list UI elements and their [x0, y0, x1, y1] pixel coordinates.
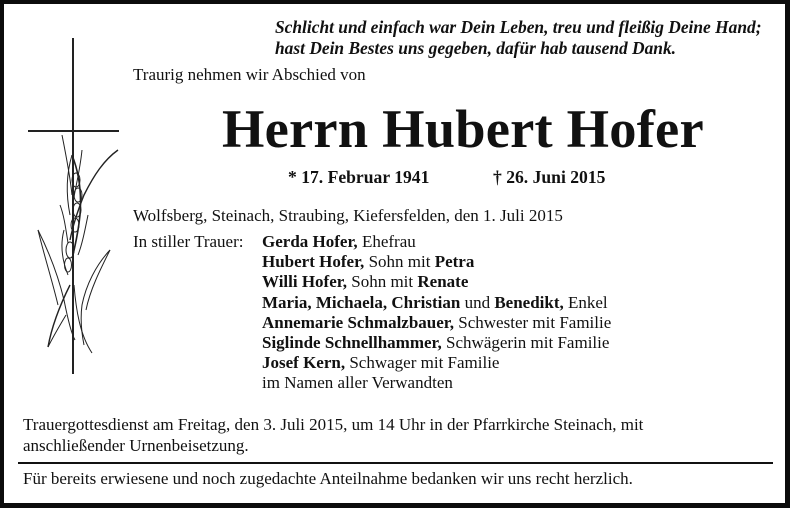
mourner-relation: Ehefrau	[357, 232, 416, 251]
intro-text: Traurig nehmen wir Abschied von	[133, 65, 366, 84]
mourner-relation: Sohn mit	[364, 252, 435, 272]
mourners-list	[262, 232, 611, 394]
divider-line	[18, 462, 773, 464]
thanks-note: Für bereits erwiesene und noch zugedachte Anteilnahme bedanken wir uns recht herzlich.	[23, 469, 633, 488]
birth-date: * 17. Februar 1941	[288, 167, 430, 187]
mourner-entry	[262, 353, 611, 373]
motto-line-2: hast Dein Bestes uns gegeben, dafür hab tausend Dank.	[275, 38, 677, 58]
mourner-connector: und	[460, 292, 495, 312]
mourner-relation: im Namen aller Verwandten	[262, 373, 453, 393]
mourners-label: In stiller Trauer:	[133, 232, 244, 251]
wheat-ear-icon	[30, 135, 120, 370]
mourner-name: Josef Kern,	[262, 353, 346, 373]
mourner-name-2: Benedikt,	[494, 292, 564, 312]
motto-verse	[275, 17, 762, 59]
funeral-service-info: Trauergottesdienst am Freitag, den 3. Juli 2015, um 14 Uhr in der Pfarrkirche Steinach, mit anschließender Urnenbeisetzung.	[23, 415, 644, 455]
mourner-relation: Sohn mit	[347, 272, 418, 292]
mourner-relation: Schwager mit Familie	[345, 353, 500, 373]
mourner-name: Annemarie Schmalzbauer,	[262, 312, 455, 332]
mourner-relation: Schwägerin mit Familie	[441, 333, 610, 353]
mourner-name: Hubert Hofer,	[262, 252, 365, 272]
mourner-name: Willi Hofer,	[262, 272, 347, 292]
deceased-name: Herrn Hubert Hofer	[222, 98, 704, 159]
cross-icon-horizontal	[28, 130, 119, 132]
mourner-entry	[262, 373, 611, 393]
mourner-entry	[262, 313, 611, 333]
motto-line-1: Schlicht und einfach war Dein Leben, treu und fleißig Deine Hand;	[275, 17, 762, 37]
mourner-name: Siglinde Schnellhammer,	[262, 333, 442, 353]
mourner-name: Gerda Hofer,	[262, 232, 358, 251]
mourner-entry	[262, 252, 611, 272]
mourner-name: Maria, Michaela, Christian	[262, 292, 461, 312]
mourner-entry	[262, 293, 611, 313]
death-date: † 26. Juni 2015	[493, 167, 606, 187]
mourner-entry	[262, 232, 611, 252]
mourner-entry	[262, 333, 611, 353]
mourner-entry	[262, 272, 611, 292]
mourner-relation: Enkel	[563, 292, 608, 312]
mourner-relation: Schwester mit Familie	[454, 312, 612, 332]
place-and-date: Wolfsberg, Steinach, Straubing, Kiefersfelden, den 1. Juli 2015	[133, 206, 563, 225]
mourner-partner: Renate	[417, 272, 469, 292]
mourner-partner: Petra	[434, 252, 475, 272]
